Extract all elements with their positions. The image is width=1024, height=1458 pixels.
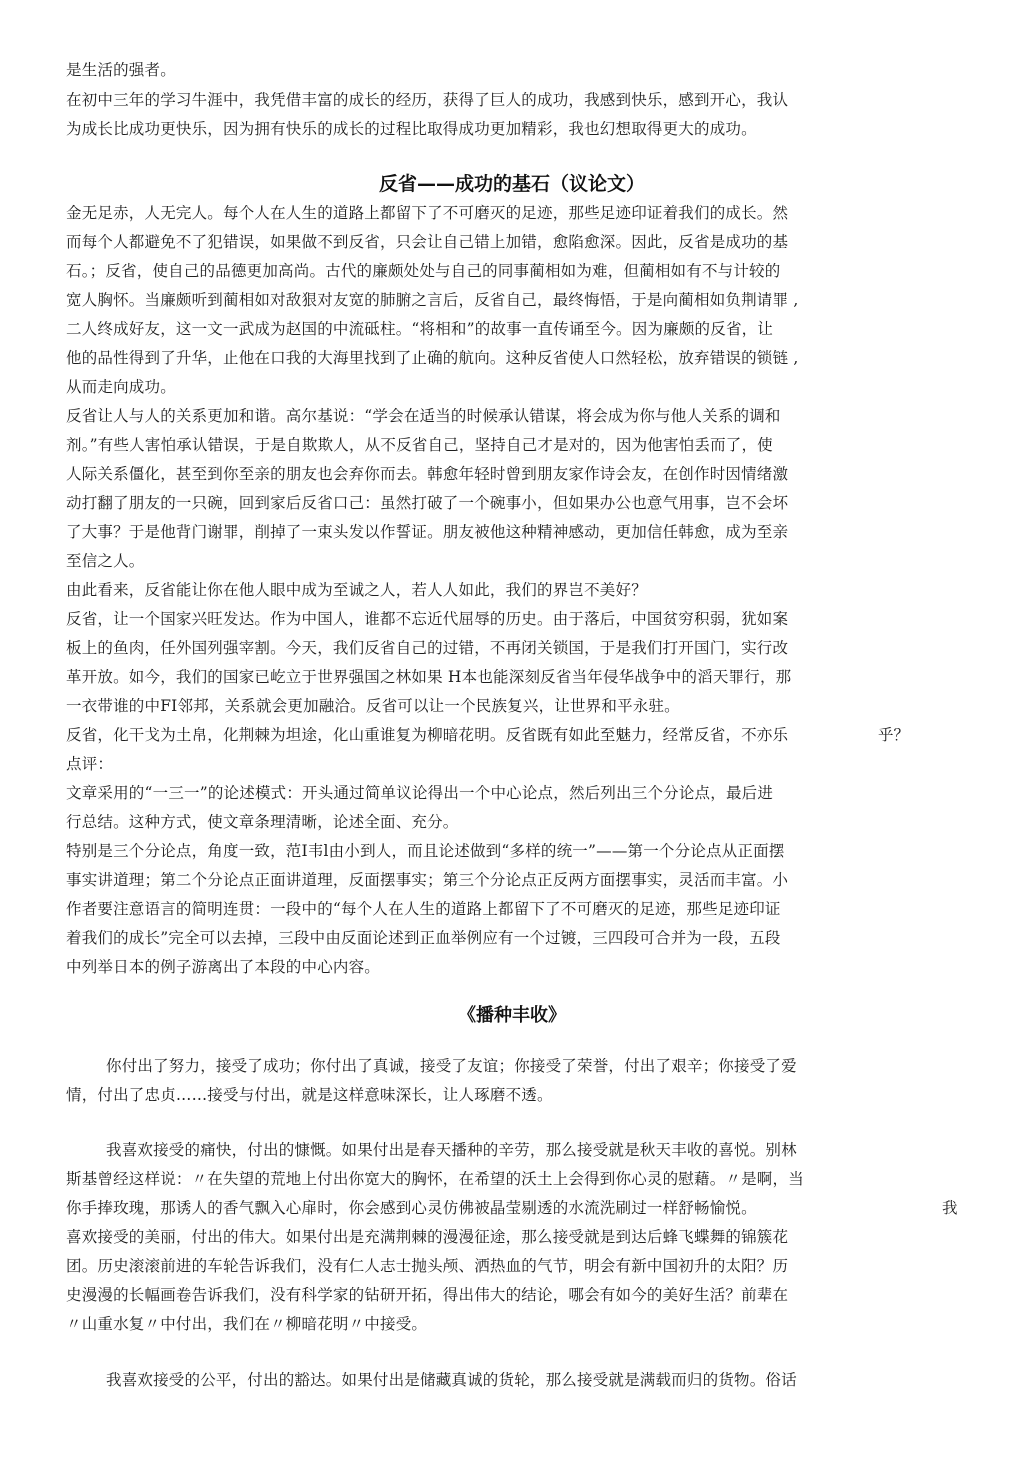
text-line: 宽人胸怀。当廉颇听到蔺相如对敌狠对友宽的肺腑之言后，反省自己，最终悔悟，于是向蔺相如负荆请罪 ,	[66, 291, 799, 309]
text-line: 情，付出了忠贞……接受与付出，就是这样意味深长，让人琢磨不透。	[66, 1086, 553, 1104]
text-line: 中列举日本的例子游离出了本段的中心内容。	[66, 958, 381, 976]
text-line: 斯基曾经这样说：〃在失望的荒地上付出你宽大的胸怀，在希望的沃土上会得到你心灵的慰藉。〃是啊，当	[66, 1170, 804, 1188]
text-line: 史漫漫的长幅画卷告诉我们，没有科学家的钻研开拓，得出伟大的结论，哪会有如今的美好生活？前辈在	[66, 1286, 789, 1304]
text-line: 你手捧玫瑰，那诱人的香气飘入心扉时，你会感到心灵仿佛被晶莹剔透的水流洗刷过一样舒畅愉悦。	[66, 1199, 757, 1217]
text-line: 剂。”有些人害怕承认错误，于是自欺欺人，从不反省自己，坚持自己才是对的，因为他害怕丢而了，使	[66, 436, 773, 454]
text-line: 你付出了努力，接受了成功；你付出了真诚，接受了友谊；你接受了荣誉，付出了艰辛；你接受了爱	[106, 1057, 797, 1075]
essay-title: 《播种丰收》	[458, 1005, 566, 1026]
text-line: 石。；反省，使自己的品德更加高尚。古代的廉颇处处与自己的同事蔺相如为难，但蔺相如有不与计较的	[66, 262, 781, 280]
trailing-text: 乎？	[878, 726, 910, 744]
text-line: 为成长比成功更快乐，因为拥有快乐的成长的过程比取得成功更加精彩，我也幻想取得更大的成功。	[66, 120, 757, 138]
text-line: 而每个人都避免不了犯错误，如果做不到反省，只会让自己错上加错，愈陷愈深。因此，反省是成功的基	[66, 233, 789, 251]
text-line: 在初中三年的学习牛涯中，我凭借丰富的成长的经历，获得了巨人的成功，我感到快乐，感到开心，我认	[66, 91, 789, 109]
text-line: 反省，让一个国家兴旺发达。作为中国人，谁都不忘近代屈辱的历史。由于落后，中国贫穷积弱，犹如案	[66, 610, 789, 628]
text-line: 动打翻了朋友的一只碗，回到家后反省口己：虽然打破了一个碗事小，但如果办公也意气用事，岂不会坏	[66, 494, 789, 512]
text-line: 事实讲道理；第二个分论点正面讲道理，反面摆事实；第三个分论点正反两方面摆事实，灵活而丰富。小	[66, 871, 789, 889]
text-line: 我喜欢接受的痛快，付出的慷慨。如果付出是春天播种的辛劳，那么接受就是秋天丰收的喜悦。别林	[106, 1141, 797, 1159]
text-line: 革开放。如今，我们的国家已屹立于世界强国之林如果 H本也能深刻反省当年侵华战争中的滔天罪行，那	[66, 668, 792, 686]
text-line: 至信之人。	[66, 552, 145, 570]
text-line: 作者要注意语言的简明连贯：一段中的“每个人在人生的道路上都留下了不可磨灭的足迹，那些足迹印证	[66, 900, 781, 918]
text-line: 喜欢接受的美丽，付出的伟大。如果付出是充满荆棘的漫漫征途，那么接受就是到达后蜂飞蝶舞的锦簇花	[66, 1228, 789, 1246]
text-line: 一衣带谁的中FI邻邦，关系就会更加融洽。反省可以让一个民族复兴，让世界和平永驻。	[66, 697, 680, 715]
text-line: 他的品性得到了升华，止他在口我的大海里找到了止确的航向。这种反省使人口然轻松，放弃错误的锁链 ,	[66, 349, 799, 367]
text-line: 着我们的成长”完全可以去掉，三段中由反面论述到正血举例应有一个过镀，三四段可合并为一段，五段	[66, 929, 781, 947]
trailing-text: 我	[942, 1199, 958, 1217]
text-line: 点评：	[66, 755, 114, 773]
text-line: 行总结。这种方式，使文章条理清晰，论述全面、充分。	[66, 813, 459, 831]
text-line: 二人终成好友，这一文一武成为赵国的中流砥柱。“将相和”的故事一直传诵至今。因为廉颇的反省，让	[66, 320, 774, 338]
text-line: 从而走向成功。	[66, 378, 176, 396]
text-line: 人际关系僵化，甚至到你至亲的朋友也会弃你而去。韩愈年轻时曾到朋友家作诗会友，在创作时因情绪激	[66, 465, 789, 483]
text-line: 反省让人与人的关系更加和谐。高尔基说：“学会在适当的时候承认错谋，将会成为你与他人关系的调和	[66, 407, 781, 425]
text-line: 由此看来，反省能让你在他人眼中成为至诚之人，若人人如此，我们的界岂不美好？	[66, 581, 647, 599]
text-line: 团。历史滚滚前进的车轮告诉我们，没有仁人志士抛头颅、洒热血的气节，明会有新中国初升的太阳？历	[66, 1257, 789, 1275]
text-line: 特别是三个分论点，角度一致，范I韦l由小到人，而且论述做到“多样的统一”——第一个分论点从正面摆	[66, 842, 785, 860]
text-line: 我喜欢接受的公平，付出的豁达。如果付出是储藏真诚的货轮，那么接受就是满载而归的货物。俗话	[106, 1371, 797, 1389]
text-line: 文章采用的“一三一”的论述模式：开头通过简单议论得出一个中心论点，然后列出三个分论点，最后进	[66, 784, 774, 802]
text-line: 了大事？于是他背门谢罪，削掉了一束头发以作誓证。朋友被他这种精神感动，更加信任韩愈，成为至亲	[66, 523, 789, 541]
essay-title: 反省——成功的基石（议论文）	[378, 173, 645, 195]
text-line: 反省，化干戈为土帛，化荆棘为坦途，化山重谁复为柳暗花明。反省既有如此至魅力，经常反省，不亦乐	[66, 726, 789, 744]
text-line: 是生活的强者。	[66, 61, 176, 79]
text-line: 金无足赤，人无完人。每个人在人生的道路上都留下了不可磨灭的足迹，那些足迹印证着我们的成长。然	[66, 204, 789, 222]
text-line: 板上的鱼肉，任外国列强宰割。今天，我们反省自己的过错，不再闭关锁国，于是我们打开国门，实行改	[66, 639, 789, 657]
text-line: 〃山重水复〃中付出，我们在〃柳暗花明〃中接受。	[66, 1315, 428, 1333]
